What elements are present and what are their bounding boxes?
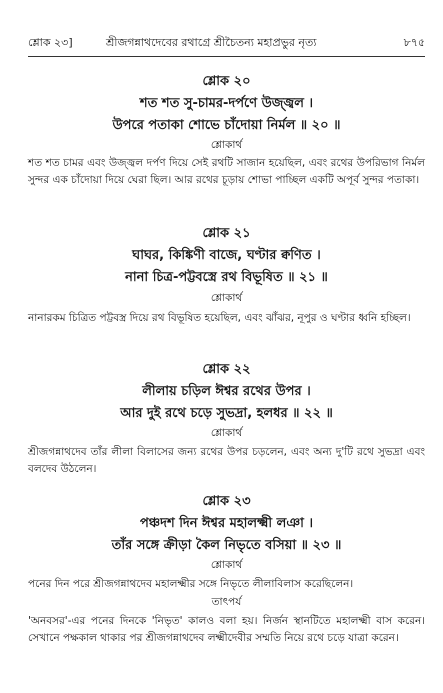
purport-text: 'অনবসর'-এর পনের দিনকে 'নিভৃত' কালও বলা হয়। নির্জন স্থানটিতে মহালক্ষ্মী বাস করেন। সেখানে পক্ষকাল থাকার পর শ্রীজগন্নাথদেব লক্ষ্মীদেবীর সম্মতি নিয়ে রথে চড়ে যাত্রা করেন। [28,615,425,644]
translation-label: শ্লোকার্থ [210,559,243,571]
verse-line: উপরে পতাকা শোভে চাঁদোয়া নির্মল ॥ ২০ ॥ [112,118,341,133]
translation-text: শ্রীজগন্নাথদেব তাঁর লীলা বিলাসের জন্য রথের উপর চড়লেন, এবং অন্য দু'টি রথে সুভদ্রা এবং বলদেব উঠলেন। [28,446,425,475]
verse-line: নানা চিত্র-পট্টবস্ত্রে রথ বিভূষিত ॥ ২১ ॥ [125,270,328,285]
header-divider [28,56,425,57]
verse-line: আর দুই রথে চড়ে সুভদ্রা, হলধর ॥ ২২ ॥ [120,406,333,421]
purport-label: তাৎপর্য [211,596,242,608]
translation-label: শ্লোকার্থ [210,427,243,439]
header-chapter-title: শ্রীজগন্নাথদেবের রথাগ্রে শ্রীচৈতন্য মহাপ্রভুর নৃত্য [106,36,317,49]
verse-line: ঘাঘর, কিঙ্কিণী বাজে, ঘণ্টার ক্বণিত । [132,248,321,263]
translation-text: নানারকম চিত্রিত পট্টবস্ত্র দিয়ে রথ বিভূষিত হয়েছিল, এবং ঝাঁঝর, নূপুর ও ঘণ্টার ধ্বনি হচ্ছিল। [28,312,411,324]
translation-text: পনের দিন পরে শ্রীজগন্নাথদেব মহালক্ষ্মীর সঙ্গে নিভৃতে লীলাবিলাস করেছিলেন। [28,578,354,590]
verse-heading: শ্লোক ২১ [202,226,251,241]
translation-label: শ্লোকার্থ [210,292,243,304]
translation-text: শত শত চামর এবং উজ্জ্বল দর্পণ দিয়ে সেই রথটি সাজান হয়েছিল, এবং রথের উপরিভাগ নির্মল সুন্দর এক চাঁদোয়া দিয়ে ঘেরা ছিল। আর রথের চূড়ায় শোভা পাচ্ছিল একটি অপূর্ব সুন্দর পতাকা। [28,157,425,186]
verse-line: শত শত সু-চামর-দর্পণে উজ্জ্বল । [139,96,314,111]
page-number: ৮৭৫ [403,36,425,49]
verse-line: লীলায় চড়িল ঈশ্বর রথের উপর । [142,384,311,399]
verse-line: পঞ্চদশ দিন ঈশ্বর মহালক্ষ্মী লঞা । [139,516,314,531]
verse-line: তাঁর সঙ্গে ক্রীড়া কৈল নিভৃতে বসিয়া ॥ ২৩ ॥ [111,538,342,553]
translation-label: শ্লোকার্থ [210,139,243,151]
verse-heading: শ্লোক ২২ [202,362,251,377]
verse-heading: শ্লোক ২০ [202,74,251,89]
verse-heading: শ্লোক ২৩ [202,494,251,509]
header-verse-ref: শ্লোক ২৩] [28,36,73,49]
